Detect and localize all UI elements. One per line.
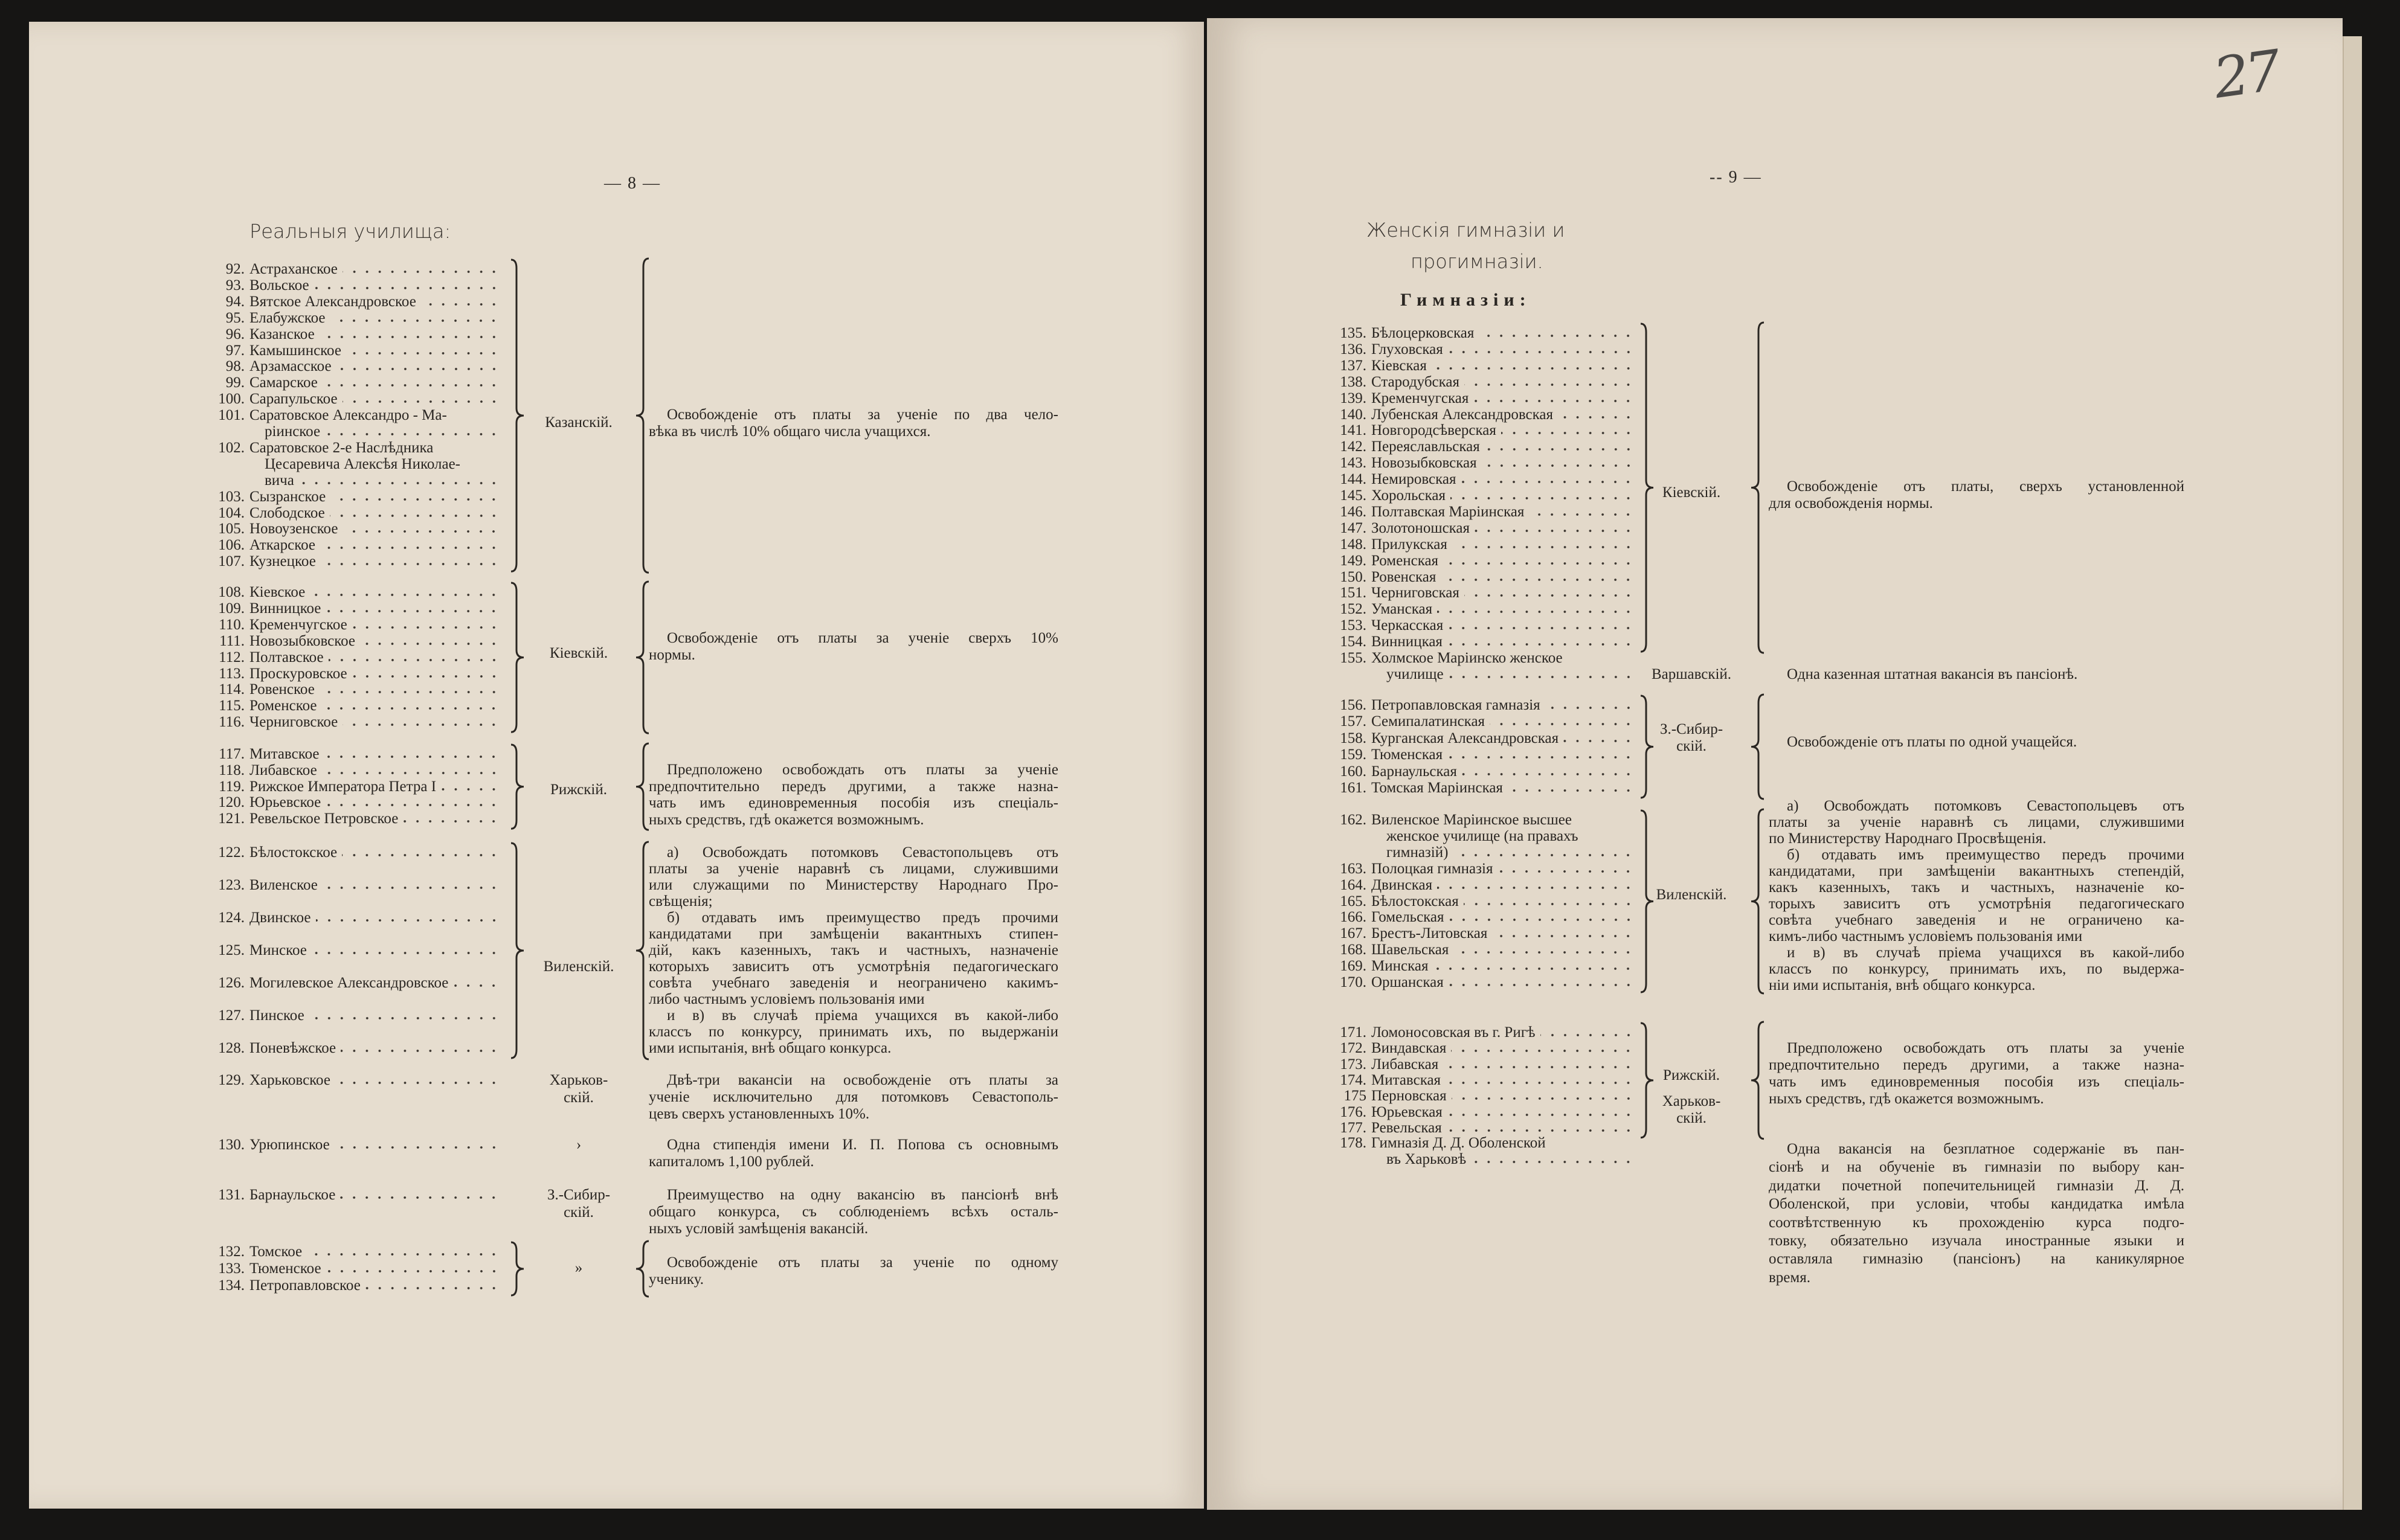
institution-name: гимназій) — [1386, 844, 1449, 861]
institution-name: Митавское — [249, 746, 320, 762]
institution-name: Саратовское 2-е Наслѣдника — [249, 439, 434, 456]
institution-name: Гомельская — [1371, 909, 1444, 926]
institution-name: Винницкое — [249, 600, 321, 617]
educational-district: З.-Сибир- — [1659, 721, 1723, 737]
benefit-note-line: нормы. — [649, 646, 695, 663]
item-number: 166. — [1340, 909, 1366, 926]
institution-name: Золотоношская — [1371, 519, 1470, 536]
benefit-note-line: товку, обязательно изучала иностранные языки и — [1769, 1233, 2184, 1249]
benefit-note-line: капиталомъ 1,100 рублей. — [649, 1153, 814, 1170]
institution-name: женское училище (на правахъ — [1386, 827, 1578, 844]
brace-left-icon — [1751, 1022, 1764, 1139]
educational-district: Варшавскій. — [1651, 666, 1732, 682]
institution-name: Петропавловская гамназія — [1371, 697, 1540, 713]
item-number: 161. — [1340, 780, 1366, 796]
institution-name: Кременчугская — [1371, 390, 1469, 406]
item-number: 152. — [1340, 601, 1366, 618]
benefit-note-line: ими испытанія, внѣ общаго конкурса. — [649, 1040, 892, 1056]
item-number: 168. — [1340, 942, 1366, 958]
institution-name: Бѣлостокское — [249, 844, 338, 861]
item-number: 126. — [218, 975, 245, 991]
educational-district: Виленскій. — [543, 958, 614, 975]
item-number: 178. — [1340, 1135, 1366, 1151]
brace-left-icon — [1751, 322, 1764, 653]
institution-name: Камышинское — [249, 342, 341, 359]
institution-name: Полоцкая гимназія — [1371, 860, 1493, 877]
benefit-note-line: ніи ими испытанія, внѣ общаго конкурса. — [1769, 977, 2036, 993]
benefit-note-line: ныхъ условій замѣщенія вакансій. — [649, 1221, 869, 1237]
item-number: 101. — [218, 407, 245, 424]
institution-name: Барнаульское — [249, 1187, 336, 1203]
item-number: 175 — [1343, 1088, 1366, 1105]
item-number: 163. — [1340, 860, 1366, 877]
benefit-note-line: соотвѣтственную къ прохожденію курса подго- — [1769, 1214, 2184, 1231]
institution-name: Гимназія Д. Д. Оболенской — [1371, 1135, 1546, 1151]
benefit-note-line: предпочтительно передъ другими, а также назна- — [649, 778, 1058, 795]
educational-district: скій. — [1676, 738, 1707, 754]
item-number: 157. — [1340, 713, 1366, 730]
institution-name: Поневѣжское — [249, 1040, 336, 1056]
brace-right-icon — [511, 583, 524, 732]
institution-name: Новгородсѣверская — [1371, 422, 1496, 439]
institution-name: Вятское Александровское — [249, 293, 416, 310]
item-number: 100. — [218, 391, 245, 408]
benefit-note-line: ныхъ средствъ, гдѣ окажется возможнымъ. — [1769, 1091, 2044, 1107]
institution-name: Казанское — [249, 326, 315, 342]
institution-name: Урюпинское — [249, 1137, 330, 1153]
item-number: 107. — [218, 553, 245, 570]
benefit-note-line: торыхъ зависитъ отъ усмотрѣнія педагогическаго — [1769, 896, 2184, 912]
benefit-note-line: Одна вакансія на безплатное содержаніе въ пан- — [1787, 1141, 2184, 1157]
benefit-note-line: Освобожденіе отъ платы за ученіе по одному — [667, 1254, 1058, 1271]
item-number: 97. — [225, 342, 245, 359]
benefit-note-line: Освобожденіе отъ платы, сверхъ установленной — [1787, 478, 2184, 495]
educational-district: Рижскій. — [1663, 1067, 1720, 1083]
item-number: 165. — [1340, 893, 1366, 910]
brace-right-icon — [511, 843, 524, 1058]
institution-name: Пинское — [249, 1007, 304, 1024]
item-number: 116. — [219, 714, 245, 731]
item-number: 115. — [219, 698, 245, 714]
benefit-note-line: либо частнымъ условіемъ пользованія ими — [649, 991, 925, 1007]
item-number: 176. — [1340, 1103, 1366, 1120]
benefit-note-line: и в) въ случаѣ пріема учащихся въ какой-либо — [1787, 945, 2184, 961]
benefit-note-line: которыхъ зависитъ отъ усмотрѣнія педагогическаго — [649, 958, 1058, 975]
institution-name: Кіевское — [249, 584, 306, 600]
brace-left-icon — [636, 1241, 649, 1297]
item-number: 149. — [1340, 552, 1366, 569]
institution-name: Сызранское — [249, 488, 326, 505]
educational-district: скій. — [564, 1089, 594, 1106]
item-number: 124. — [218, 910, 245, 926]
institution-name: Ломоносовская въ г. Ригѣ — [1371, 1024, 1536, 1041]
institution-name: Томская Маріинская — [1371, 780, 1503, 796]
item-number: 112. — [219, 649, 245, 666]
institution-name: Прилукская — [1371, 536, 1447, 553]
item-number: 162. — [1340, 812, 1366, 828]
benefit-note-line: время. — [1769, 1269, 1810, 1286]
item-number: 113. — [219, 665, 245, 682]
item-number: 160. — [1340, 763, 1366, 780]
institution-name: Аткарское — [249, 537, 315, 554]
benefit-note-line: Оболенской, при условіи, чтобы кандидатка имѣла — [1769, 1196, 2184, 1213]
item-number: 172. — [1340, 1040, 1366, 1057]
section-title-progymnasia: прогимназіи. — [1411, 250, 1543, 273]
item-number: 104. — [218, 504, 245, 521]
benefit-note-line: Освобожденіе отъ платы по одной учащейся. — [1787, 734, 2077, 750]
institution-name: Лубенская Александровская — [1371, 406, 1553, 423]
benefit-note-line: свѣщенія; — [649, 893, 713, 910]
item-number: 98. — [225, 358, 245, 375]
educational-district: Кіевскій. — [1662, 484, 1721, 501]
institution-name: Хорольская — [1371, 487, 1446, 504]
benefit-note-line: Освобожденіе отъ платы за ученіе по два чело- — [667, 406, 1058, 423]
institution-name: Роменская — [1371, 552, 1439, 569]
educational-district: Кіевскій. — [549, 645, 608, 661]
institution-name: ріинское — [265, 423, 321, 440]
item-number: 137. — [1340, 357, 1366, 374]
item-number: 118. — [219, 762, 245, 778]
benefit-note-line: сіонѣ и на обученіе въ гимназіи по выбору кан- — [1769, 1159, 2184, 1176]
benefit-note-line: для освобожденія нормы. — [1769, 495, 1933, 512]
brace-right-icon — [1641, 324, 1653, 652]
benefit-note-line: или служащими по Министерству Народнаго Про- — [649, 877, 1058, 893]
benefit-note-line: классъ по конкурсу, принимать ихъ, по выдержа- — [1769, 961, 2184, 977]
benefit-note-line: Двѣ-три вакансіи на освобожденіе отъ платы за — [667, 1072, 1058, 1088]
institution-name: Ревельская — [1371, 1119, 1442, 1136]
brace-left-icon — [1751, 809, 1764, 993]
institution-name: Вольское — [249, 277, 309, 294]
section-title-real-schools: Реальныя училища: — [249, 220, 451, 243]
institution-name: Проскуровское — [249, 665, 347, 682]
institution-name: Оршанская — [1371, 974, 1444, 990]
institution-name: Могилевское Александровское — [249, 975, 449, 991]
benefit-note-line: цевъ сверхъ установленныхъ 10%. — [649, 1106, 870, 1122]
item-number: 133. — [218, 1260, 245, 1277]
item-number: 131. — [218, 1187, 245, 1203]
institution-name: Винницкая — [1371, 634, 1443, 650]
educational-district: Харьков- — [1662, 1093, 1721, 1109]
institution-name: Ревельское Петровское — [249, 810, 399, 827]
institution-name: Юрьевская — [1371, 1103, 1443, 1120]
institution-name: Новоузенское — [249, 521, 338, 537]
institution-name: Холмское Маріинско женское — [1371, 650, 1563, 666]
institution-name: Ровенское — [249, 681, 315, 698]
benefit-note-line: кандидатами при замѣщеніи вакантныхъ стипен- — [649, 926, 1058, 942]
institution-name: Саратовское Александро - Ма- — [249, 407, 447, 424]
brace-right-icon — [1641, 810, 1653, 992]
educational-district: » — [574, 1260, 583, 1276]
item-number: 92. — [225, 261, 245, 277]
institution-name: Харьковское — [249, 1072, 330, 1088]
benefit-note-line: ныхъ средствъ, гдѣ окажется возможнымъ. — [649, 811, 924, 828]
institution-name: Самарское — [249, 374, 318, 391]
benefit-note-line: дій, какъ казенныхъ, такъ и частныхъ, назначеніе — [649, 942, 1058, 958]
benefit-note-line: Предположено освобождать отъ платы за ученіе — [667, 762, 1058, 778]
item-number: 94. — [225, 293, 245, 310]
item-number: 142. — [1340, 438, 1366, 455]
institution-name: Полтавская Маріинская — [1371, 503, 1525, 520]
benefit-note-line: Одна стипендія имени И. П. Попова съ основнымъ — [667, 1137, 1058, 1153]
benefit-note-line: совѣта учебнаго заведенія и неограничено какимъ- — [649, 975, 1058, 991]
institution-name: Виленское — [249, 877, 318, 893]
institution-name: Кременчугское — [249, 616, 347, 633]
institution-name: Новозыбковское — [249, 632, 355, 649]
benefit-note-line: б) отдавать имъ преимущество передъ прочими — [1787, 847, 2184, 863]
institution-name: Барнаульская — [1371, 763, 1457, 780]
educational-district: Казанскій. — [545, 414, 613, 431]
item-number: 140. — [1340, 406, 1366, 423]
item-number: 121. — [218, 810, 245, 827]
item-number: 135. — [1340, 325, 1366, 341]
educational-district: › — [576, 1137, 582, 1153]
institution-name: Астраханское — [249, 261, 338, 277]
brace-left-icon — [636, 743, 649, 830]
item-number: 143. — [1340, 455, 1366, 472]
page-number-left: — 8 — — [604, 174, 661, 193]
institution-name: Рижское Императора Петра I — [249, 778, 437, 795]
item-number: 130. — [218, 1137, 245, 1153]
benefit-note-line: предпочтительно передъ другими, а также назна- — [1769, 1057, 2184, 1073]
institution-name: Тюменская — [1371, 746, 1443, 763]
educational-district: скій. — [1676, 1110, 1707, 1126]
institution-name: училище — [1386, 666, 1444, 682]
item-number: 132. — [218, 1243, 245, 1260]
benefit-note-line: Предположено освобождать отъ платы за ученіе — [1787, 1040, 2184, 1056]
brace-left-icon — [636, 582, 649, 733]
item-number: 114. — [219, 681, 245, 698]
item-number: 151. — [1340, 585, 1366, 602]
institution-name: Елабужское — [249, 309, 326, 326]
institution-name: Ровенская — [1371, 568, 1436, 585]
institution-name: Стародубская — [1371, 373, 1460, 390]
benefit-note-line: оставляла гимназію (пансіонъ) на каникулярное — [1769, 1251, 2184, 1268]
item-number: 141. — [1340, 422, 1366, 439]
item-number: 117. — [219, 746, 245, 762]
educational-district: Виленскій. — [1656, 887, 1727, 903]
institution-name: Курганская Александровская — [1371, 730, 1559, 746]
item-number: 169. — [1340, 958, 1366, 975]
institution-name: Слободское — [249, 504, 325, 521]
benefit-note-line: Одна казенная штатная вакансія въ пансіонѣ. — [1787, 666, 2078, 682]
item-number: 119. — [219, 778, 245, 795]
institution-name: Кузнецкое — [249, 553, 316, 570]
institution-name: Юрьевское — [249, 794, 321, 811]
item-number: 164. — [1340, 876, 1366, 893]
institution-name: Черниговская — [1371, 585, 1459, 602]
institution-name: Черкасская — [1371, 617, 1444, 634]
item-number: 134. — [218, 1277, 245, 1294]
institution-name: Цесаревича Алексѣя Николае- — [265, 455, 461, 472]
item-number: 155. — [1340, 650, 1366, 666]
item-number: 158. — [1340, 730, 1366, 746]
item-number: 147. — [1340, 519, 1366, 536]
benefit-note-line: платы за ученіе наравнѣ съ лицами, служившими — [1769, 814, 2184, 830]
institution-name: Митавская — [1371, 1071, 1441, 1088]
benefit-note-line: по Министерству Народнаго Просвѣщенія. — [1769, 830, 2047, 847]
item-number: 171. — [1340, 1024, 1366, 1041]
benefit-note-line: дидатки почетной попечительницей гимназіи Д. Д. — [1769, 1177, 2184, 1194]
institution-name: Переяславльская — [1371, 438, 1480, 455]
institution-name: Двинское — [249, 910, 311, 926]
page-number-right: -- 9 — — [1710, 168, 1762, 187]
institution-name: Арзамасское — [249, 358, 332, 375]
item-number: 150. — [1340, 568, 1366, 585]
benefit-note-line: а) Освобождать потомковъ Севастопольцевъ отъ — [1787, 798, 2184, 814]
institution-name: Петропавловское — [249, 1277, 361, 1294]
benefit-note-line: общаго конкурса, съ соблюденіемъ всѣхъ осталь- — [649, 1204, 1058, 1220]
item-number: 108. — [218, 584, 245, 600]
institution-name: Минское — [249, 942, 307, 958]
brace-right-icon — [511, 745, 524, 829]
subsection-title-gymnasia: Гимназіи: — [1400, 290, 1531, 310]
item-number: 102. — [218, 439, 245, 456]
institution-name: Перновская — [1371, 1088, 1447, 1105]
item-number: 136. — [1340, 341, 1366, 358]
institution-name: Томское — [249, 1243, 303, 1260]
benefit-note-line: Преимущество на одну вакансію въ пансіонѣ внѣ — [667, 1187, 1058, 1203]
institution-name: Виленское Маріинское высшее — [1371, 812, 1572, 828]
item-number: 120. — [218, 794, 245, 811]
benefit-note-line: платы за ученіе наравнѣ съ лицами, служившими — [649, 861, 1058, 877]
item-number: 106. — [218, 537, 245, 554]
benefit-note-line: и в) въ случаѣ пріема учащихся въ какой-либо — [667, 1007, 1058, 1024]
brace-left-icon — [636, 842, 649, 1059]
brace-right-icon — [1641, 696, 1653, 798]
institution-name: Брестъ-Литовская — [1371, 925, 1488, 942]
institution-name: Черниговское — [249, 714, 338, 731]
institution-name: Шавельская — [1371, 942, 1449, 958]
item-number: 138. — [1340, 373, 1366, 390]
brace-left-icon — [1751, 695, 1764, 799]
institution-name: Кіевская — [1371, 357, 1427, 374]
item-number: 174. — [1340, 1071, 1366, 1088]
institution-name: Роменское — [249, 698, 317, 714]
institution-name: Сарапульское — [249, 391, 338, 408]
item-number: 177. — [1340, 1119, 1366, 1136]
item-number: 105. — [218, 521, 245, 537]
item-number: 110. — [219, 616, 245, 633]
brace-right-icon — [511, 260, 524, 571]
benefit-note-line: а) Освобождать потомковъ Севастопольцевъ отъ — [667, 844, 1058, 861]
benefit-note-line: какъ казенныхъ, такъ и частныхъ, назначеніе ко- — [1769, 879, 2184, 896]
institution-name: въ Харьковѣ — [1386, 1151, 1467, 1167]
educational-district: З.-Сибир- — [547, 1187, 611, 1203]
institution-name: Уманская — [1371, 601, 1433, 618]
item-number: 144. — [1340, 471, 1366, 488]
item-number: 125. — [218, 942, 245, 958]
benefit-note-line: ученику. — [649, 1271, 704, 1288]
item-number: 153. — [1340, 617, 1366, 634]
item-number: 154. — [1340, 634, 1366, 650]
item-number: 103. — [218, 488, 245, 505]
item-number: 122. — [218, 844, 245, 861]
benefit-note-line: чать имъ единовременныя пособія изъ спеціаль- — [1769, 1074, 2184, 1090]
benefit-note-line: вѣка въ числѣ 10% общаго числа учащихся. — [649, 423, 931, 440]
item-number: 146. — [1340, 503, 1366, 520]
item-number: 111. — [219, 632, 245, 649]
item-number: 173. — [1340, 1056, 1366, 1073]
benefit-note-line: ученіе исключительно для потомковъ Севастополь- — [649, 1089, 1058, 1105]
brace-left-icon — [636, 258, 649, 573]
benefit-note-line: Освобожденіе отъ платы за ученіе сверхъ 10% — [667, 630, 1058, 646]
item-number: 167. — [1340, 925, 1366, 942]
benefit-note-line: кимъ-либо частнымъ условіемъ пользованія ими — [1769, 928, 2083, 945]
item-number: 95. — [225, 309, 245, 326]
institution-name: Бѣлостокская — [1371, 893, 1459, 910]
benefit-note-line: совѣта учебнаго заведенія и не ограничено ка- — [1769, 912, 2184, 928]
item-number: 96. — [225, 326, 245, 342]
institution-name: Минская — [1371, 958, 1429, 975]
benefit-note-line: б) отдавать имъ преимущество предъ прочими — [667, 910, 1058, 926]
item-number: 159. — [1340, 746, 1366, 763]
institution-name: Двинская — [1371, 876, 1433, 893]
item-number: 129. — [218, 1072, 245, 1088]
benefit-note-line: классъ по конкурсу, принимать ихъ, по выдержаніи — [649, 1024, 1058, 1040]
educational-district: скій. — [564, 1204, 594, 1221]
item-number: 99. — [225, 374, 245, 391]
item-number: 128. — [218, 1040, 245, 1056]
institution-name: Новозыбковская — [1371, 455, 1477, 472]
brace-right-icon — [1641, 1023, 1653, 1138]
item-number: 145. — [1340, 487, 1366, 504]
item-number: 170. — [1340, 974, 1366, 990]
institution-name: Либавская — [1371, 1056, 1439, 1073]
item-number: 123. — [218, 877, 245, 893]
item-number: 109. — [218, 600, 245, 617]
item-number: 139. — [1340, 390, 1366, 406]
section-title-womens-gymnasia: Женскія гимназіи и — [1366, 219, 1565, 242]
item-number: 93. — [225, 277, 245, 294]
benefit-note-line: кандидатами, при замѣщеніи вакантныхъ степендій, — [1769, 863, 2184, 879]
item-number: 156. — [1340, 697, 1366, 713]
educational-district: Харьков- — [549, 1072, 608, 1088]
institution-name: Немировская — [1371, 471, 1456, 488]
brace-right-icon — [511, 1242, 524, 1295]
institution-name: Глуховская — [1371, 341, 1443, 358]
item-number: 148. — [1340, 536, 1366, 553]
benefit-note-line: чать имъ единовременныя пособія изъ спеціаль- — [649, 795, 1058, 811]
educational-district: Рижскій. — [550, 781, 607, 798]
institution-name: Либавское — [249, 762, 317, 778]
item-number: 127. — [218, 1007, 245, 1024]
institution-name: Бѣлоцерковская — [1371, 325, 1475, 341]
institution-name: Семипалатинская — [1371, 713, 1485, 730]
institution-name: вича — [265, 472, 294, 489]
handwritten-folio-number: 27 — [2210, 38, 2282, 111]
institution-name: Тюменское — [249, 1260, 321, 1277]
institution-name: Виндавская — [1371, 1040, 1447, 1057]
institution-name: Полтавское — [249, 649, 324, 666]
